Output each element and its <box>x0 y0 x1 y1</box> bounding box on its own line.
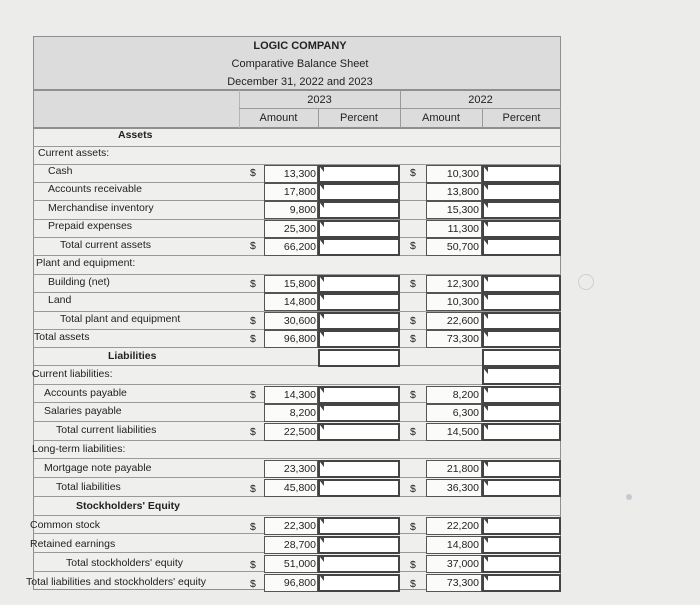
input-caret-icon <box>484 406 488 411</box>
dollar-sign: $ <box>410 483 416 495</box>
input-caret-icon <box>484 185 488 190</box>
amount-2023-salaries-payable: 8,200 <box>289 407 316 419</box>
percent-2022-input[interactable] <box>482 555 561 573</box>
input-caret-icon <box>320 332 324 337</box>
input-caret-icon <box>320 240 324 245</box>
input-caret-icon <box>484 277 488 282</box>
row-label-merchandise-inventory: Merchandise inventory <box>48 202 154 214</box>
amount-2022-common-stock: 22,200 <box>446 520 479 532</box>
dollar-sign: $ <box>250 483 256 495</box>
row-label-total-current-assets: Total current assets <box>60 239 152 251</box>
row-label-prepaid-expenses: Prepaid expenses <box>48 220 133 232</box>
dollar-sign: $ <box>410 278 416 290</box>
input-caret-icon <box>484 388 488 393</box>
percent-2023-input[interactable] <box>318 460 400 478</box>
percent-2023-input[interactable] <box>318 404 400 422</box>
amount-2023-total-liabilities-and-equity: 96,800 <box>283 577 316 589</box>
amount-2023-cash: 13,300 <box>283 168 316 180</box>
amount-2023-total-liabilities: 45,800 <box>283 482 316 494</box>
dollar-sign: $ <box>410 167 416 179</box>
amount-2022-accounts-payable: 8,200 <box>452 389 479 401</box>
year-2023-header: 2023 <box>307 94 332 106</box>
amount-2023-ar: 17,800 <box>283 186 316 198</box>
percent-2022-input[interactable] <box>482 479 561 497</box>
row-label-current-assets: Current assets: <box>38 147 110 159</box>
row-label-total-stockholders-equity: Total stockholders' equity <box>66 557 183 569</box>
row-label-total-liabilities: Total liabilities <box>56 481 121 493</box>
amount-2023-accounts-payable: 14,300 <box>283 389 316 401</box>
input-caret-icon <box>484 222 488 227</box>
dollar-sign: $ <box>410 521 416 533</box>
row-label-total-plant: Total plant and equipment <box>60 313 181 325</box>
input-caret-icon <box>484 538 488 543</box>
input-caret-icon <box>484 314 488 319</box>
row-label-retained-earnings: Retained earnings <box>30 538 116 550</box>
statement-period: December 31, 2022 and 2023 <box>227 76 373 88</box>
dollar-sign: $ <box>410 426 416 438</box>
amount-2022-header: Amount <box>422 112 460 124</box>
input-caret-icon <box>320 406 324 411</box>
amount-2023-land: 14,800 <box>283 296 316 308</box>
amount-2023-mortgage: 23,300 <box>283 463 316 475</box>
row-label-total-liabilities-and-equity: Total liabilities and stockholders' equity <box>26 576 207 588</box>
input-caret-icon <box>320 314 324 319</box>
percent-2022-input[interactable] <box>482 275 561 293</box>
amount-2022-land: 10,300 <box>446 296 479 308</box>
percent-2023-input[interactable] <box>318 574 400 592</box>
row-label-accounts-payable: Accounts payable <box>44 387 127 399</box>
year-2022-header: 2022 <box>468 94 493 106</box>
amount-2023-total-current-liabilities: 22,500 <box>283 426 316 438</box>
percent-2022-input[interactable] <box>482 165 561 183</box>
dot-artifact-icon <box>626 494 632 500</box>
equity-heading: Stockholders' Equity <box>76 500 181 512</box>
input-caret-icon <box>484 167 488 172</box>
percent-2022-input[interactable] <box>482 238 561 256</box>
amount-2022-building: 12,300 <box>446 278 479 290</box>
percent-2023-input[interactable] <box>318 423 400 441</box>
dollar-sign: $ <box>250 559 256 571</box>
percent-2023-input[interactable] <box>318 220 400 238</box>
input-caret-icon <box>320 481 324 486</box>
amount-2023-total-assets: 96,800 <box>283 333 316 345</box>
percent-2022-input[interactable] <box>482 312 561 330</box>
percent-2023-input[interactable] <box>318 275 400 293</box>
amount-2023-total-current-assets: 66,200 <box>283 241 316 253</box>
row-label-salaries-payable: Salaries payable <box>44 405 122 417</box>
amount-2022-total-assets: 73,300 <box>446 333 479 345</box>
percent-2023-input[interactable] <box>318 517 400 535</box>
input-caret-icon <box>484 557 488 562</box>
percent-2022-input[interactable] <box>482 517 561 535</box>
amount-2022-total-liabilities: 36,300 <box>446 482 479 494</box>
amount-2022-total-plant: 22,600 <box>446 315 479 327</box>
input-caret-icon <box>320 185 324 190</box>
input-caret-icon <box>484 369 488 374</box>
percent-2023-input[interactable] <box>318 479 400 497</box>
amount-2022-prepaid: 11,300 <box>447 223 479 235</box>
amount-2022-total-equity: 37,000 <box>446 558 479 570</box>
company-name: LOGIC COMPANY <box>253 40 347 52</box>
row-label-land: Land <box>48 294 72 306</box>
percent-2022-input[interactable] <box>482 293 561 311</box>
row-label-cash: Cash <box>48 165 73 177</box>
dollar-sign: $ <box>250 278 256 290</box>
dollar-sign: $ <box>250 240 256 252</box>
input-caret-icon <box>484 332 488 337</box>
percent-2023-input[interactable] <box>318 386 400 404</box>
amount-2022-total-liabilities-and-equity: 73,300 <box>446 577 479 589</box>
percent-2023-input[interactable] <box>318 555 400 573</box>
amount-2023-retained-earnings: 28,700 <box>283 539 316 551</box>
statement-title: Comparative Balance Sheet <box>231 58 369 70</box>
percent-2022-input[interactable] <box>482 460 561 478</box>
dollar-sign: $ <box>410 333 416 345</box>
amount-2023-inventory: 9,800 <box>289 204 316 216</box>
input-caret-icon <box>484 576 488 581</box>
input-caret-icon <box>320 388 324 393</box>
percent-2022-input[interactable] <box>482 330 561 348</box>
input-caret-icon <box>320 203 324 208</box>
row-label-long-term-liabilities: Long-term liabilities: <box>32 443 126 455</box>
amount-2022-total-current-assets: 50,700 <box>446 241 479 253</box>
input-caret-icon <box>320 557 324 562</box>
amount-2022-retained-earnings: 14,800 <box>446 539 479 551</box>
row-label-plant-and-equipment: Plant and equipment: <box>36 257 136 269</box>
amount-2023-building: 15,800 <box>283 278 316 290</box>
percent-2023-input[interactable] <box>318 165 400 183</box>
percent-2022-input[interactable] <box>482 220 561 238</box>
amount-2022-cash: 10,300 <box>446 168 479 180</box>
input-caret-icon <box>484 425 488 430</box>
input-caret-icon <box>320 295 324 300</box>
row-label-current-liabilities: Current liabilities: <box>32 368 113 380</box>
input-caret-icon <box>320 425 324 430</box>
dollar-sign: $ <box>410 389 416 401</box>
dollar-sign: $ <box>410 315 416 327</box>
dollar-sign: $ <box>250 315 256 327</box>
percent-2022-input[interactable] <box>482 183 561 201</box>
input-caret-icon <box>484 240 488 245</box>
percent-2022-input[interactable] <box>482 574 561 592</box>
dollar-sign: $ <box>410 578 416 590</box>
percent-2023-header: Percent <box>340 112 378 124</box>
amount-2022-mortgage: 21,800 <box>446 463 479 475</box>
assets-heading: Assets <box>118 129 153 141</box>
percent-2023-input[interactable] <box>318 201 400 219</box>
row-label-total-assets: Total assets <box>34 331 90 343</box>
amount-2023-common-stock: 22,300 <box>283 520 316 532</box>
percent-2022-input[interactable] <box>482 349 561 367</box>
circle-artifact-icon <box>578 274 594 290</box>
amount-2023-prepaid: 25,300 <box>283 223 316 235</box>
dollar-sign: $ <box>250 521 256 533</box>
input-caret-icon <box>484 203 488 208</box>
amount-2023-total-plant: 30,600 <box>283 315 316 327</box>
percent-2023-input[interactable] <box>318 349 400 367</box>
dollar-sign: $ <box>250 426 256 438</box>
amount-2023-total-equity: 51,000 <box>283 558 316 570</box>
amount-2022-salaries-payable: 6,300 <box>452 407 479 419</box>
dollar-sign: $ <box>410 559 416 571</box>
amount-2023-header: Amount <box>259 112 298 124</box>
amount-2022-inventory: 15,300 <box>446 204 479 216</box>
percent-2023-input[interactable] <box>318 330 400 348</box>
dollar-sign: $ <box>410 240 416 252</box>
row-label-mortgage-note-payable: Mortgage note payable <box>44 462 152 474</box>
percent-2022-input[interactable] <box>482 367 561 385</box>
input-caret-icon <box>484 295 488 300</box>
percent-2022-input[interactable] <box>482 386 561 404</box>
liabilities-heading: Liabilities <box>108 350 157 362</box>
input-caret-icon <box>320 462 324 467</box>
percent-2022-header: Percent <box>502 112 541 124</box>
dollar-sign: $ <box>250 389 256 401</box>
percent-2022-input[interactable] <box>482 423 561 441</box>
input-caret-icon <box>320 519 324 524</box>
input-caret-icon <box>320 222 324 227</box>
percent-2023-input[interactable] <box>318 238 400 256</box>
percent-2022-input[interactable] <box>482 201 561 219</box>
input-caret-icon <box>320 538 324 543</box>
dollar-sign: $ <box>250 167 256 179</box>
input-caret-icon <box>484 519 488 524</box>
input-caret-icon <box>320 167 324 172</box>
row-label-building: Building (net) <box>48 276 110 288</box>
row-label-total-current-liabilities: Total current liabilities <box>56 424 157 436</box>
row-label-accounts-receivable: Accounts receivable <box>48 183 142 195</box>
percent-2023-input[interactable] <box>318 312 400 330</box>
dollar-sign: $ <box>250 578 256 590</box>
input-caret-icon <box>320 277 324 282</box>
percent-2022-input[interactable] <box>482 404 561 422</box>
percent-2022-input[interactable] <box>482 536 561 554</box>
row-label-common-stock: Common stock <box>30 519 101 531</box>
percent-2023-input[interactable] <box>318 293 400 311</box>
amount-2022-ar: 13,800 <box>446 186 479 198</box>
input-caret-icon <box>484 462 488 467</box>
dollar-sign: $ <box>250 333 256 345</box>
input-caret-icon <box>320 576 324 581</box>
amount-2022-total-current-liabilities: 14,500 <box>446 426 479 438</box>
percent-2023-input[interactable] <box>318 536 400 554</box>
input-caret-icon <box>484 481 488 486</box>
percent-2023-input[interactable] <box>318 183 400 201</box>
